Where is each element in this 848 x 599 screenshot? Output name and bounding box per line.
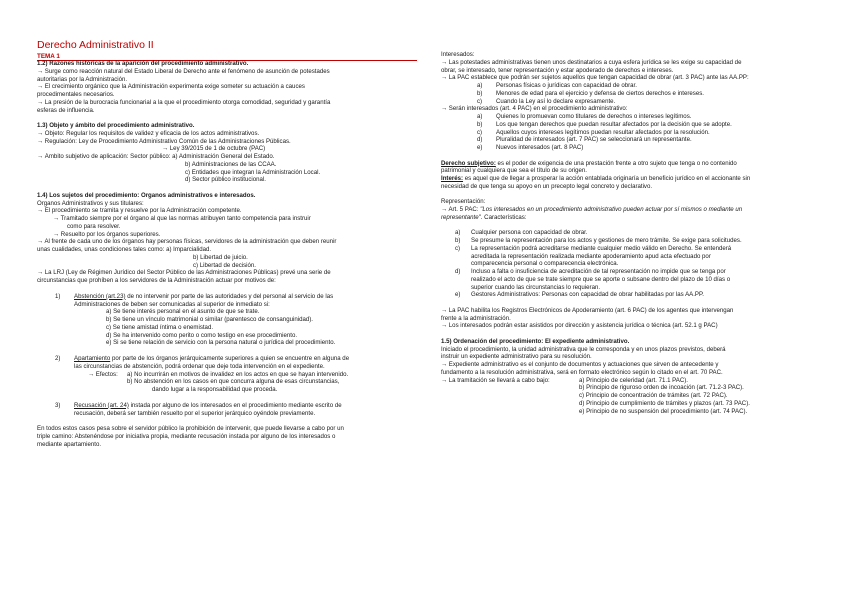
left-line-10: → Regulación: Ley de Procedimiento Administrativo Común de las Administraciones Públicas. bbox=[37, 137, 291, 145]
left-line-20: → Tramitado siempre por el órgano al que las normas atribuyen tanto competencia para instruir bbox=[53, 215, 311, 222]
registros-lines bbox=[441, 307, 813, 330]
item-value: Gestores Administrativos: Personas con capacidad de obrar habilitadas por las AA.PP. bbox=[471, 291, 704, 299]
spacer bbox=[37, 184, 415, 192]
left-line-19: → El procedimiento se tramita y resuelve por la Administración competente. bbox=[37, 207, 242, 215]
seran-item-1 bbox=[441, 121, 813, 129]
left-line-24: unas cualidades, unas condiciones tales como: a) Imparcialidad. bbox=[37, 246, 212, 253]
item-value: Cualquier persona con capacidad de obrar. bbox=[471, 229, 588, 237]
representacion-head: Representación: bbox=[441, 198, 486, 206]
item-key: e) bbox=[477, 144, 483, 151]
item-key: a) bbox=[477, 82, 483, 89]
ordenacion-line-3: fundamento a la resolución administrativa, será en formato electrónico según lo citado en el art. 70 PAC. bbox=[441, 368, 723, 376]
rep-item-3 bbox=[441, 268, 813, 291]
registros-line-0: → La PAC habilita los Registros Electrónicos de Apoderamiento (art. 6 PAC) de los agentes que intervengan bbox=[441, 306, 734, 314]
interesados-line-0: → Las potestades administrativas tienen unos destinatarios a cuya esfera jurídica se les exige su capacidad de bbox=[441, 58, 742, 66]
item-text: de no intervenir por parte de las autoridades y del personal al servicio de las bbox=[125, 292, 334, 300]
capacidad-item-2 bbox=[441, 98, 813, 106]
left-line-0: 1.2) Razones históricas de la aparición del procedimiento administrativo. bbox=[37, 60, 249, 67]
item-head: Abstención (art.23) bbox=[74, 292, 126, 300]
capacidad-item-1 bbox=[441, 90, 813, 98]
rep-item-1 bbox=[441, 237, 813, 245]
left-line-3: → El crecimiento orgánico que la Administración experimenta exige someter su actuación a cauces bbox=[37, 83, 305, 91]
interes-label: Interés: bbox=[441, 175, 464, 182]
effects-label: → Efectos: bbox=[88, 370, 118, 378]
capacidad-item-0 bbox=[441, 82, 813, 90]
numbered-item-1 bbox=[37, 293, 415, 347]
derecho-line-1: es el poder de exigencia de una prestación frente a otro sujeto que tenga o no contenido bbox=[495, 159, 737, 167]
left-line-25: b) Libertad de juicio. bbox=[193, 253, 248, 261]
left-line-27: → La LRJ (Ley de Régimen Jurídico del Sector Público de las Administraciones Públicas) prevé una serie de bbox=[37, 269, 331, 277]
ordenacion-line-1: instruir un expediente administrativo para su resolución. bbox=[441, 353, 592, 361]
numbered-item-2 bbox=[37, 355, 415, 394]
item-value: La representación podrá acreditarse mediante cualquier medio válido en Derecho. Se entenderá bbox=[471, 244, 732, 252]
left-line-6: esferas de influencia. bbox=[37, 106, 95, 114]
item-sub: c) Se tiene amistad íntima o enemistad. bbox=[106, 323, 214, 331]
item-key: a) bbox=[455, 229, 461, 237]
ordenacion-lines bbox=[441, 346, 813, 377]
item-value: Cuando la Ley así lo declare expresamente. bbox=[496, 97, 616, 105]
item-key: e) bbox=[455, 291, 461, 299]
interes-line-1: es aquel que de llegar a prosperar la acción entablada originaría un beneficio jurídico en el accionante sin bbox=[463, 175, 751, 182]
interes-line-2: necesidad de que tenga su apoyo en un precepto legal concreto y declarativo. bbox=[441, 182, 653, 190]
registros-line-2: → Los interesados podrán estar asistidos por dirección y asistencia jurídica o técnica (art. 52.1 g PAC) bbox=[441, 322, 718, 330]
item-key: d) bbox=[455, 268, 461, 275]
seran-item-3 bbox=[441, 136, 813, 144]
item-text-line: Administraciones de beben ser comunicadas al superior de inmediato si: bbox=[74, 300, 270, 308]
registros-line-1: frente a la administración. bbox=[441, 314, 511, 322]
left-tail bbox=[37, 425, 415, 448]
item-value: Quienes lo promuevan como titulares de derechos o intereses legítimos. bbox=[496, 113, 692, 120]
item-key: d) bbox=[477, 136, 483, 144]
left-line-26: c) Libertad de decisión. bbox=[193, 261, 257, 269]
effect-line: a) No incurrirán en motivos de invalidez en los actos en que se hayan intervenido. bbox=[127, 370, 349, 378]
left-line-23: → Al frente de cada uno de los órganos hay personas físicas, servidores de la administración que deben reunir bbox=[37, 238, 337, 246]
effects-block bbox=[74, 371, 415, 394]
item-head: Recusación (art. 24) bbox=[74, 401, 129, 409]
effect-line: dando lugar a la responsabilidad que proceda. bbox=[152, 386, 278, 393]
item-value: Pluralidad de interesados (art. 7 PAC) se seleccionará un representante. bbox=[496, 136, 692, 144]
spacer bbox=[37, 394, 415, 398]
left-line-12: → Ámbito subjetivo de aplicación: Sector público: a) Administración General del Estado. bbox=[37, 153, 275, 160]
item-text: instada por alguno de los interesados en el procedimiento mediante escrito de bbox=[128, 401, 342, 409]
capacidad-list bbox=[441, 82, 813, 105]
principio-1: b) Principio de riguroso orden de incoación (art. 71.2-3 PAC). bbox=[579, 384, 744, 392]
item-key: c) bbox=[455, 244, 461, 252]
spacer bbox=[37, 347, 415, 351]
representacion-list bbox=[441, 229, 813, 299]
tail-line-0: En todos estos casos pesa sobre el servidor público la prohibición de intervenir, que puede llevarse a cabo por un bbox=[37, 425, 344, 433]
left-line-22: → Resuelto por los órganos superiores. bbox=[53, 230, 161, 238]
item-value: Menores de edad para el ejercicio y defensa de ciertos derechos e intereses. bbox=[496, 89, 704, 97]
ordenacion-line-2: → Expediente administrativo es el conjunto de documentos y actuaciones que sirven de antecedente y bbox=[441, 361, 719, 368]
item-number: 3) bbox=[55, 401, 61, 409]
left-line-1: → Surge como reacción natural del Estado Liberal de Derecho ante el fenómeno de asunción de potestades bbox=[37, 67, 330, 75]
item-first-line bbox=[74, 293, 415, 301]
item-value: acreditada la representación realizada mediante apoderamiento apud acta efectuado por bbox=[471, 252, 711, 260]
item-number: 1) bbox=[55, 292, 61, 300]
item-text: por parte de los órganos jerárquicamente superiores a quien se encuentre en alguna de bbox=[110, 355, 350, 362]
item-key: c) bbox=[477, 97, 483, 105]
art5-prefix: → Art. 5 PAC: bbox=[441, 206, 481, 213]
derecho-label: Derecho subjetivo: bbox=[441, 159, 496, 167]
left-line-8: 1.3) Objeto y ámbito del procedimiento administrativo. bbox=[37, 122, 195, 129]
seran-item-4 bbox=[441, 144, 813, 152]
left-lines bbox=[37, 60, 415, 285]
item-text-line: recusación, deberá ser también resuelto por el superior jerárquico oyéndole previamente. bbox=[74, 409, 316, 417]
item-number: 2) bbox=[55, 355, 61, 362]
principio-2: c) Principio de concentración de trámites (art. 72 PAC). bbox=[579, 392, 728, 399]
item-sub: a) Se tiene interés personal en el asunto de que se trate. bbox=[106, 308, 260, 316]
left-line-13: b) Administraciones de las CCAA. bbox=[185, 160, 277, 168]
document-title: Derecho Administrativo II bbox=[37, 39, 154, 51]
item-value: comparecencia personal o comparecencia electrónica. bbox=[471, 260, 619, 268]
interesados-head: Interesados: bbox=[441, 51, 475, 58]
item-sub: d) Se ha intervenido como perito o como testigo en ese procedimiento. bbox=[106, 331, 298, 339]
item-key: c) bbox=[477, 128, 483, 136]
tail-line-2: mediante apartamiento. bbox=[37, 440, 102, 448]
art5-quote: "Los interesados en un procedimiento administrativo pueden actuar por sí mismos o mediante un bbox=[480, 206, 743, 213]
item-value: Aquellos cuyos intereses legítimos puedan resultar afectados por la resolución. bbox=[496, 128, 710, 136]
item-value: superior cuando las circunstancias lo requieran. bbox=[471, 283, 601, 291]
item-text-line: las circunstancias de abstención, podrá ordenar que deje toda intervención en el expediente. bbox=[74, 362, 325, 370]
rep-item-0 bbox=[441, 229, 813, 237]
item-value: Incluso a falta o insuficiencia de acreditación de tal representación no impide que se tenga por bbox=[471, 268, 726, 275]
right-column bbox=[441, 51, 813, 415]
left-line-15: d) Sector público institucional. bbox=[185, 176, 266, 184]
tema-heading: TEMA 1 bbox=[37, 53, 417, 61]
item-sub: b) Se tiene un vínculo matrimonial o similar (parentesco de consanguinidad). bbox=[106, 316, 313, 323]
interesados-line-2: → La PAC establece que podrán ser sujetos aquellos que tengan capacidad de obrar (art. 3 PAC) ante las AA.PP: bbox=[441, 74, 749, 82]
ordenacion-head: 1.5) Ordenación del procedimiento: El expediente administrativo. bbox=[441, 337, 630, 345]
principio-3: d) Principio de cumplimiento de trámites y plazos (art. 73 PAC). bbox=[579, 399, 750, 407]
seran-item-2 bbox=[441, 129, 813, 137]
left-line-21: como para resolver. bbox=[67, 222, 121, 230]
numbered-list bbox=[37, 293, 415, 422]
left-line-28: circunstancias que prohíben a los servidores de la Administración actuar por motivos de: bbox=[37, 277, 276, 284]
left-line-2: autoritarias por la Administración. bbox=[37, 75, 128, 83]
principio-4: e) Principio de no suspensión del procedimiento (art. 74 PAC). bbox=[579, 407, 748, 415]
spacer bbox=[37, 114, 415, 122]
seran-list bbox=[441, 113, 813, 152]
item-key: b) bbox=[477, 120, 483, 128]
item-first-line bbox=[74, 402, 415, 410]
numbered-item-3 bbox=[37, 402, 415, 418]
left-line-17: 1.4) Los sujetos del procedimiento: Órganos administrativos e interesados. bbox=[37, 191, 256, 199]
interesados-lines bbox=[441, 59, 813, 82]
item-head: Apartamiento bbox=[74, 355, 111, 362]
left-line-11: → Ley 39/2015 de 1 de octubre (PAC) bbox=[162, 145, 266, 153]
left-column bbox=[37, 60, 415, 449]
tail-line-1: triple camino: Abstenéndose por iniciativa propia, mediante recusación instada por alguno de los interesados o bbox=[37, 433, 336, 440]
item-sub: e) Si se tiene relación de servicio con la persona natural o jurídica del procedimiento. bbox=[106, 339, 336, 347]
item-value: realizado el acto de que se trate siempre que se aporte o subsane dentro del plazo de 10 días o bbox=[471, 275, 731, 283]
definicion-interes bbox=[441, 175, 813, 191]
item-value: Nuevos interesados (art. 8 PAC) bbox=[496, 144, 584, 151]
art5-quote-2: representante" bbox=[441, 213, 481, 221]
effect-line: b) No abstención en los casos en que concurra alguna de esas circunstancias, bbox=[127, 378, 340, 386]
left-line-14: c) Entidades que integran la Administración Local. bbox=[185, 168, 321, 176]
item-key: b) bbox=[477, 89, 483, 97]
left-line-9: → Objeto: Regular los requisitos de validez y eficacia de los actos administrativos. bbox=[37, 129, 260, 137]
rep-item-4 bbox=[441, 291, 813, 299]
tramitacion-label: → La tramitación se llevará a cabo bajo: bbox=[441, 376, 550, 384]
left-line-18: Órganos Administrativos y sus titulares: bbox=[37, 199, 144, 207]
tramitacion-block bbox=[441, 376, 813, 415]
seran-item-0 bbox=[441, 113, 813, 121]
item-key: a) bbox=[477, 113, 483, 120]
principio-0: a) Principio de celeridad (art. 71.1 PAC). bbox=[579, 376, 688, 384]
item-value: Los que tengan derechos que puedan resultar afectados por la decisión que se adopte. bbox=[496, 120, 732, 128]
derecho-line-2: patrimonial y cualquiera que sea el título de su origen. bbox=[441, 167, 588, 175]
ordenacion-line-0: Iniciado el procedimiento, la unidad administrativa que le corresponda y en unos plazos previstos, deberá bbox=[441, 345, 726, 353]
art5-suffix: . Características: bbox=[480, 213, 527, 221]
interesados-line-1: obrar, se interesado, tener representación y estar apoderado de derechos e intereses. bbox=[441, 66, 674, 74]
item-first-line bbox=[74, 355, 415, 363]
rep-item-2 bbox=[441, 245, 813, 268]
definicion-derecho bbox=[441, 160, 813, 176]
item-value: Personas físicas o jurídicas con capacidad de obrar. bbox=[496, 82, 637, 89]
seran-line: → Serán interesados (art. 4 PAC) en el procedimiento administrativo: bbox=[441, 105, 628, 113]
left-line-5: → La presión de la burocracia funcionarial a la que el procedimiento otorga comodidad, seguridad y garantía bbox=[37, 98, 331, 106]
item-value: Se presume la representación para los actos y gestiones de mero trámite. Se exige para solicitudes. bbox=[471, 237, 742, 244]
principios-list bbox=[579, 377, 750, 416]
left-line-4: procedimentales necesarios. bbox=[37, 91, 115, 98]
item-key: b) bbox=[455, 237, 461, 244]
